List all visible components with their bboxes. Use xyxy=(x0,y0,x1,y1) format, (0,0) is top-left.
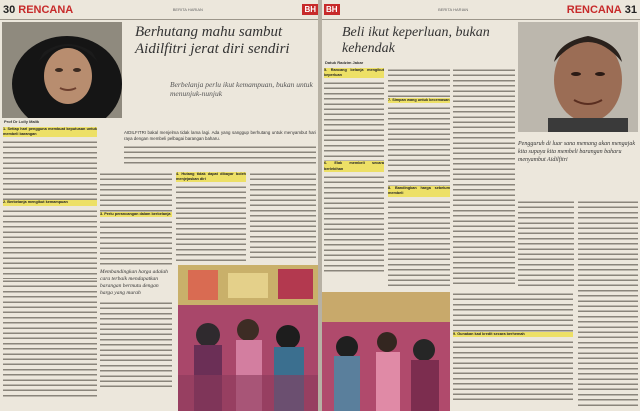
section-label: RENCANA xyxy=(566,3,622,16)
column-4 xyxy=(453,292,573,408)
author-photo xyxy=(518,22,638,132)
bh-logo: BH xyxy=(326,5,338,14)
column-3 xyxy=(453,68,515,288)
column-2 xyxy=(388,68,450,288)
author-photo xyxy=(2,22,122,118)
author-byline: Datuk Radzim Jabar xyxy=(325,60,364,65)
headline: Beli ikut keperluan, bukan kehendak xyxy=(342,25,490,56)
column-1 xyxy=(3,127,97,409)
highlight-2: 2. Berbelanja mengikut kemampuan xyxy=(3,200,97,205)
column-6 xyxy=(518,200,574,290)
page-number: 30 xyxy=(3,3,16,16)
highlight-7: 7. Simpan wang untuk kecemasan xyxy=(388,98,450,102)
highlight-6: 6. Elak membeli secara berlebihan xyxy=(324,161,384,171)
right-page xyxy=(322,0,640,411)
masthead: BERITA HARIAN xyxy=(438,7,469,12)
column-4 xyxy=(250,172,316,262)
masthead: BERITA HARIAN xyxy=(172,7,203,12)
market-photo-right xyxy=(322,292,450,411)
intro-paragraph: AIDILFITRI bakal menjelma tidak lama lagi. Ada yang sanggup berhutang untuk menyambut hari raya dengan membeli pelbagai barangan baharu. xyxy=(124,130,316,141)
column-1 xyxy=(324,68,384,288)
pull-quote: Pengguruh di luar sana memang akan mengajak kita supaya kita membeli barangan baharu menyambut Aidilfitri xyxy=(518,141,635,163)
highlight-9: 9. Gunakan kad kredit secara berhemah xyxy=(453,332,573,337)
highlight-4: 4. Hutang tidak dapat dibayar boleh menjejaskan diri xyxy=(176,172,246,182)
author-byline: Prof Dr Lolly Malik xyxy=(4,119,40,124)
right-page-header xyxy=(322,0,640,20)
pull-quote: Membandingkan harga adalah cara terbaik mendapatkan barangan bermutu dengan harga yang murah xyxy=(100,269,168,297)
column-2 xyxy=(100,172,172,408)
left-page xyxy=(0,0,318,411)
column-3 xyxy=(176,172,246,262)
highlight-5: 5. Rancang belanja mengikut keperluan xyxy=(324,68,384,78)
highlight-3: 3. Perlu perancangan dalam berbelanja xyxy=(100,212,171,216)
section-label: RENCANA xyxy=(18,3,74,16)
column-5 xyxy=(578,200,638,408)
headline: Berhutang mahu sambut Aidilfitri jerat diri sendiri xyxy=(135,24,290,57)
left-page-header xyxy=(0,0,318,20)
market-photo xyxy=(178,265,318,411)
highlight-1: 1. Setiap hari pengguna membuat keputusan untuk membeli barangan xyxy=(3,127,97,137)
intro-text xyxy=(124,130,316,170)
subheadline: Berbelanja perlu ikut kemampuan, bukan untuk menunjuk-nunjuk xyxy=(170,80,313,98)
highlight-8: 8. Bandingkan harga sebelum membeli xyxy=(388,186,450,196)
page-number: 31 xyxy=(624,3,637,16)
bh-logo: BH xyxy=(304,5,316,14)
